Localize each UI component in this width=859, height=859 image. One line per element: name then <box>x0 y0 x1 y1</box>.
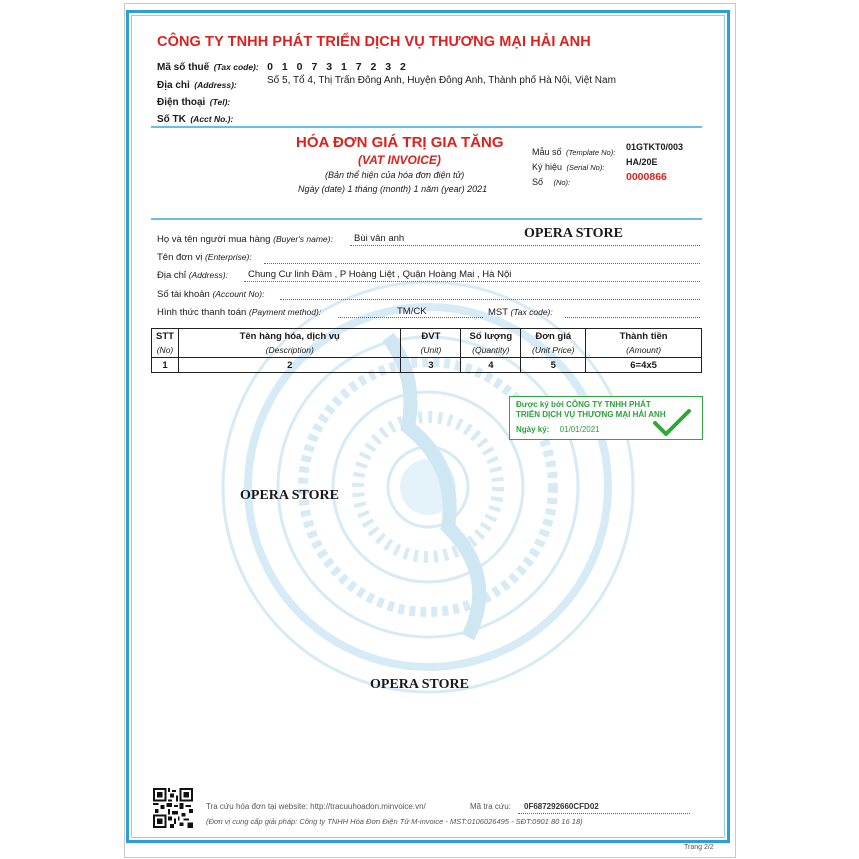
signature-signer-line1: Được ký bởi CÔNG TY TNHH PHÁT <box>516 400 651 409</box>
signature-date-label: Ngày ký: <box>516 425 550 434</box>
buyer-name-label: Họ và tên người mua hàng <box>157 234 271 245</box>
table-header-en-cell: (Amount) <box>586 343 702 358</box>
number-label-en: (No): <box>553 178 571 187</box>
table-header-en-row <box>152 343 702 358</box>
table-cell: 6=4x5 <box>586 358 702 373</box>
payment-label: Hình thức thanh toán <box>157 307 247 318</box>
template-label: Mẫu số <box>532 147 562 157</box>
address-label-en: (Address): <box>194 80 237 90</box>
table-header-en-cell: (No) <box>152 343 179 358</box>
table-header-cell: Thành tiền <box>586 329 702 344</box>
tax-code-row <box>157 57 409 75</box>
enterprise-label-en: (Enterprise): <box>204 252 252 262</box>
invoice-number: 0000866 <box>626 171 667 183</box>
payment-label-en: (Payment method): <box>248 307 322 317</box>
account-row <box>157 109 233 127</box>
buyer-name-label-en: (Buyer's name): <box>273 234 333 244</box>
buyer-address-label: Địa chỉ <box>157 270 187 281</box>
invoice-title: HÓA ĐƠN GIÁ TRỊ GIA TĂNG <box>296 134 504 151</box>
serial-label-en: (Serial No): <box>566 163 605 172</box>
template-value: 01GTKT0/003 <box>626 142 684 152</box>
signature-date-row <box>516 425 600 434</box>
number-row <box>532 172 570 190</box>
dotted-line <box>518 813 690 814</box>
page-number: Trang 2/2 <box>684 844 714 851</box>
tax-code-label: Mã số thuế <box>157 62 210 73</box>
table-header-cell: Số lượng <box>461 329 521 344</box>
dotted-line <box>350 245 700 246</box>
buyer-account-label-en: (Account No): <box>212 289 265 299</box>
company-name: CÔNG TY TNHH PHÁT TRIỂN DỊCH VỤ THƯƠNG MẠI HẢI ANH <box>157 34 591 50</box>
mst-label-en: (Tax code): <box>510 307 553 317</box>
payment-row <box>157 307 321 318</box>
dotted-line <box>565 317 700 318</box>
payment-value: TM/CK <box>397 306 427 317</box>
address-row <box>157 75 237 93</box>
dotted-line <box>244 281 700 282</box>
tax-code-label-en: (Tax code): <box>213 62 259 72</box>
lookup-code-value: 0F687292660CFD02 <box>524 802 599 811</box>
phone-label-en: (Tel): <box>209 97 231 107</box>
signature-signer <box>516 400 666 420</box>
table-header-cell: Tên hàng hóa, dịch vụ <box>178 329 401 344</box>
table-header-row <box>152 329 702 344</box>
table-cell: 5 <box>521 358 586 373</box>
invoice-title-en: (VAT INVOICE) <box>358 153 441 167</box>
phone-label: Điện thoại <box>157 97 206 108</box>
opera-store-stamp: OPERA STORE <box>524 226 623 241</box>
account-label: Số TK <box>157 114 186 125</box>
table-header-en-cell: (Unit Price) <box>521 343 586 358</box>
invoice-date: Ngày (date) 1 tháng (month) 1 năm (year) 2021 <box>298 184 488 194</box>
table-cell: 4 <box>461 358 521 373</box>
dotted-line <box>338 317 483 318</box>
table-cell: 1 <box>152 358 179 373</box>
opera-store-stamp: OPERA STORE <box>370 677 469 692</box>
divider-2 <box>151 218 702 220</box>
dotted-line <box>280 299 700 300</box>
table-header-en-cell: (Quantity) <box>461 343 521 358</box>
buyer-name-label-row <box>157 234 333 245</box>
table-header-cell: Đơn giá <box>521 329 586 344</box>
dotted-line <box>264 263 700 264</box>
template-label-en: (Template No): <box>565 148 616 157</box>
tax-code-value: 0 1 0 7 3 1 7 2 3 2 <box>267 61 409 73</box>
enterprise-label: Tên đơn vị <box>157 252 203 263</box>
account-label-en: (Acct No.): <box>190 114 234 124</box>
serial-value: HA/20E <box>626 157 658 167</box>
buyer-address-row <box>157 270 228 281</box>
mst-row <box>488 307 553 318</box>
checkmark-icon <box>652 409 692 437</box>
table-cell: 2 <box>178 358 401 373</box>
serial-label: Ký hiệu <box>532 162 563 172</box>
table-header-en-cell: (Description) <box>178 343 401 358</box>
opera-store-stamp: OPERA STORE <box>240 488 339 503</box>
lookup-website: Tra cứu hóa đơn tại website: http://tracuuhoadon.minvoice.vn/ <box>206 802 426 811</box>
enterprise-row <box>157 252 252 263</box>
divider <box>151 126 702 128</box>
provider-info: (Đơn vị cung cấp giải pháp: Công ty TNHH Hóa Đơn Điện Tử M-invoice - MST:0106026495 - SĐT:0901 80 16 18) <box>206 817 583 826</box>
qr-code-icon <box>153 788 193 828</box>
invoice-subtitle: (Bản thể hiện của hóa đơn điện tử) <box>325 170 465 180</box>
company-address: Số 5, Tổ 4, Thị Trấn Đông Anh, Huyện Đông Anh, Thành phố Hà Nội, Việt Nam <box>267 75 616 86</box>
signature-date-value: 01/01/2021 <box>559 425 600 434</box>
mst-label: MST <box>488 307 508 318</box>
lookup-code-label: Mã tra cứu: <box>470 802 511 811</box>
table-cell: 3 <box>401 358 461 373</box>
number-label: Số <box>532 177 544 187</box>
table-index-row <box>152 358 702 373</box>
table-header-en-cell: (Unit) <box>401 343 461 358</box>
buyer-account-label: Số tài khoản <box>157 289 210 300</box>
buyer-name: Bùi vân anh <box>354 233 405 244</box>
items-table <box>151 328 702 373</box>
digital-signature-box <box>509 396 703 440</box>
phone-row <box>157 92 230 110</box>
buyer-address: Chung Cư linh Đàm , P Hoàng Liệt , Quận Hoàng Mai , Hà Nội <box>248 269 512 280</box>
buyer-address-label-en: (Address): <box>188 270 228 280</box>
table-header-cell: STT <box>152 329 179 344</box>
signature-signer-line2: TRIỂN DỊCH VỤ THƯƠNG MẠI HẢI ANH <box>516 410 666 419</box>
address-label: Địa chỉ <box>157 80 190 91</box>
buyer-account-row <box>157 289 264 300</box>
table-header-cell: ĐVT <box>401 329 461 344</box>
